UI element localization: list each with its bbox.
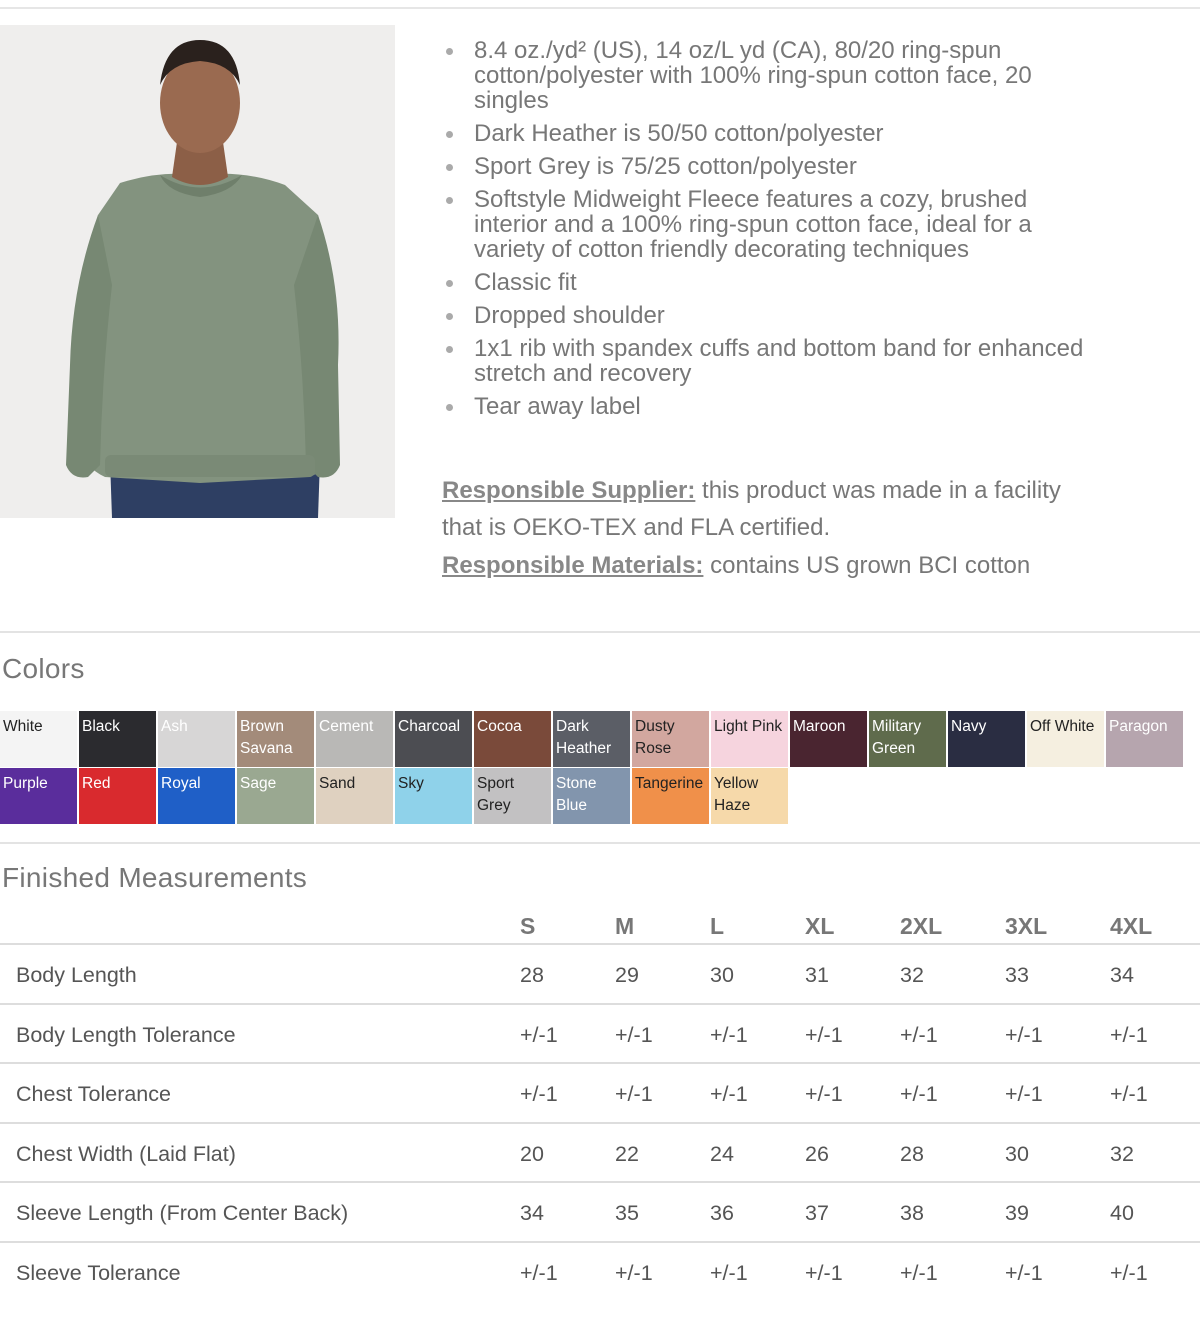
measurement-value: +/-1 xyxy=(710,1022,748,1047)
size-header: XL xyxy=(805,913,835,939)
measurement-row xyxy=(0,1062,1200,1122)
color-swatch[interactable] xyxy=(790,711,867,767)
measurement-value: 28 xyxy=(520,963,544,987)
product-photo xyxy=(0,25,395,518)
color-swatch-label: Light Pink xyxy=(714,718,783,735)
measurement-value: +/-1 xyxy=(710,1082,748,1106)
feature-item: Classic fit xyxy=(442,270,1142,295)
measurement-value: 39 xyxy=(1005,1201,1029,1225)
measurement-value: +/-1 xyxy=(520,1260,558,1285)
measurement-value: 34 xyxy=(1110,963,1134,987)
measurement-value: 33 xyxy=(1005,963,1029,987)
color-swatch[interactable] xyxy=(948,711,1025,767)
color-swatch[interactable] xyxy=(0,768,77,824)
measurement-value: 32 xyxy=(1110,1141,1134,1166)
color-swatch[interactable] xyxy=(711,711,788,767)
measurement-value: +/-1 xyxy=(900,1022,938,1047)
measurement-value: 37 xyxy=(805,1201,829,1225)
color-swatch-label: Tangerine xyxy=(635,775,704,792)
color-swatch[interactable] xyxy=(158,711,235,767)
color-swatch-label: Paragon xyxy=(1109,718,1168,735)
color-swatch-label: Sage xyxy=(240,775,277,792)
color-swatch-label: Navy xyxy=(951,718,987,735)
color-swatch-label: Red xyxy=(82,775,111,792)
measurement-value: 35 xyxy=(615,1201,639,1225)
responsible-materials-text: contains US grown BCI cotton xyxy=(703,552,1031,579)
measurement-row xyxy=(0,1241,1200,1301)
measurement-value: 29 xyxy=(615,963,639,987)
color-swatch-label: Military Green xyxy=(872,718,922,757)
measurement-value: +/-1 xyxy=(615,1260,653,1285)
color-swatch-label: Cocoa xyxy=(477,718,522,735)
color-swatch[interactable] xyxy=(237,711,314,767)
measurement-row xyxy=(0,1181,1200,1241)
size-header: M xyxy=(615,913,635,939)
color-swatch[interactable] xyxy=(474,768,551,824)
measurement-value: 30 xyxy=(1005,1141,1029,1166)
feature-item: Dark Heather is 50/50 cotton/polyester xyxy=(442,121,1142,146)
feature-item: Softstyle Midweight Fleece features a cozy, brushed interior and a 100% ring-spun cotton face, ideal for a variety of cotton friendly decorating techniques xyxy=(442,187,1074,262)
measurement-value: +/-1 xyxy=(615,1022,653,1047)
measurement-value: 28 xyxy=(900,1141,924,1166)
measurement-row xyxy=(0,1122,1200,1182)
responsible-materials xyxy=(442,552,1030,580)
feature-item: Tear away label xyxy=(442,394,1142,419)
color-swatch[interactable] xyxy=(632,711,709,767)
measurement-value: +/-1 xyxy=(1005,1082,1043,1106)
color-swatch-label: Off White xyxy=(1030,718,1095,735)
measurement-value: +/-1 xyxy=(1005,1022,1043,1047)
color-swatch[interactable] xyxy=(1106,711,1183,767)
measurement-label: Chest Tolerance xyxy=(16,1082,171,1106)
color-swatch[interactable] xyxy=(395,768,472,824)
color-swatch-label: Royal xyxy=(161,775,201,792)
size-header: S xyxy=(520,913,536,939)
feature-list xyxy=(442,38,1142,427)
responsible-supplier-label[interactable]: Responsible Supplier: xyxy=(442,477,696,504)
size-header: 2XL xyxy=(900,913,943,939)
measurement-label: Body Length Tolerance xyxy=(16,1022,236,1047)
divider xyxy=(0,842,1200,844)
color-swatch[interactable] xyxy=(474,711,551,767)
color-swatch[interactable] xyxy=(553,711,630,767)
measurements-heading: Finished Measurements xyxy=(2,862,308,893)
color-swatch[interactable] xyxy=(553,768,630,824)
responsible-materials-label[interactable]: Responsible Materials: xyxy=(442,552,704,579)
measurement-label: Chest Width (Laid Flat) xyxy=(16,1141,236,1166)
color-swatch[interactable] xyxy=(632,768,709,824)
color-swatch-label: Maroon xyxy=(793,718,846,735)
color-swatch-label: Ash xyxy=(161,718,188,735)
responsible-supplier-text: this product was made in a facility xyxy=(695,477,1061,504)
measurement-label: Sleeve Tolerance xyxy=(16,1260,181,1285)
color-swatch[interactable] xyxy=(869,711,946,767)
measurement-value: 24 xyxy=(710,1141,734,1166)
color-swatch-label: Dusty Rose xyxy=(635,718,675,757)
feature-item: 8.4 oz./yd² (US), 14 oz/L yd (CA), 80/20 ring-spun cotton/polyester with 100% ring-spun cotton face, 20 singles xyxy=(442,38,1074,113)
measurement-value: +/-1 xyxy=(805,1082,843,1106)
color-swatch-label: Brown Savana xyxy=(240,718,293,757)
color-swatch[interactable] xyxy=(158,768,235,824)
feature-item: 1x1 rib with spandex cuffs and bottom band for enhanced stretch and recovery xyxy=(442,336,1124,386)
measurement-label: Sleeve Length (From Center Back) xyxy=(16,1201,349,1225)
color-swatch-label: Dark Heather xyxy=(556,718,612,757)
color-swatch[interactable] xyxy=(0,711,77,767)
color-swatch-label: Black xyxy=(82,718,120,735)
color-swatch[interactable] xyxy=(316,768,393,824)
measurement-value: 20 xyxy=(520,1141,544,1166)
measurement-value: +/-1 xyxy=(900,1260,938,1285)
measurement-row xyxy=(0,943,1200,1003)
color-swatch[interactable] xyxy=(711,768,788,824)
size-header: 3XL xyxy=(1005,913,1048,939)
feature-item: Dropped shoulder xyxy=(442,303,1142,328)
model-in-sweatshirt-image xyxy=(0,25,395,518)
measurement-value: +/-1 xyxy=(710,1260,748,1285)
measurement-value: +/-1 xyxy=(805,1260,843,1285)
color-swatch[interactable] xyxy=(395,711,472,767)
measurement-value: +/-1 xyxy=(1110,1260,1148,1285)
color-swatch-label: Cement xyxy=(319,718,374,735)
measurement-value: 36 xyxy=(710,1201,734,1225)
measurement-value: +/-1 xyxy=(520,1082,558,1106)
measurement-value: +/-1 xyxy=(1005,1260,1043,1285)
color-swatch[interactable] xyxy=(79,768,156,824)
colors-heading: Colors xyxy=(2,653,85,684)
measurement-value: +/-1 xyxy=(805,1022,843,1047)
measurement-value: +/-1 xyxy=(1110,1022,1148,1047)
measurement-value: 31 xyxy=(805,963,829,987)
color-swatch-label: Purple xyxy=(3,775,48,792)
measurement-value: 38 xyxy=(900,1201,924,1225)
measurement-value: +/-1 xyxy=(900,1082,938,1106)
size-header-row xyxy=(0,905,1200,945)
color-swatch[interactable] xyxy=(237,768,314,824)
measurement-value: 34 xyxy=(520,1201,544,1225)
color-swatch-label: Stone Blue xyxy=(556,775,597,814)
measurement-row xyxy=(0,1003,1200,1063)
measurement-value: 40 xyxy=(1110,1201,1134,1225)
measurement-value: 26 xyxy=(805,1141,829,1166)
color-swatch[interactable] xyxy=(1027,711,1104,767)
measurement-value: +/-1 xyxy=(1110,1082,1148,1106)
measurement-value: 32 xyxy=(900,963,924,987)
measurement-value: +/-1 xyxy=(520,1022,558,1047)
color-swatch-label: Sky xyxy=(398,775,424,792)
color-swatch-label: Yellow Haze xyxy=(714,775,759,814)
color-swatch[interactable] xyxy=(316,711,393,767)
measurement-value: 22 xyxy=(615,1141,639,1166)
measurement-label: Body Length xyxy=(16,963,137,987)
color-swatch-label: White xyxy=(3,718,43,735)
measurement-value: 30 xyxy=(710,963,734,987)
size-header: L xyxy=(710,913,725,939)
color-swatch[interactable] xyxy=(79,711,156,767)
top-divider xyxy=(0,7,1200,9)
feature-item: Sport Grey is 75/25 cotton/polyester xyxy=(442,154,1142,179)
color-swatch-label: Charcoal xyxy=(398,718,461,735)
color-swatch-label: Sand xyxy=(319,775,356,792)
responsible-supplier-cont: that is OEKO-TEX and FLA certified. xyxy=(442,514,831,541)
divider xyxy=(0,631,1200,633)
size-header: 4XL xyxy=(1110,913,1153,939)
responsible-supplier xyxy=(442,477,1061,505)
color-swatch-label: Sport Grey xyxy=(477,775,515,814)
measurement-value: +/-1 xyxy=(615,1082,653,1106)
